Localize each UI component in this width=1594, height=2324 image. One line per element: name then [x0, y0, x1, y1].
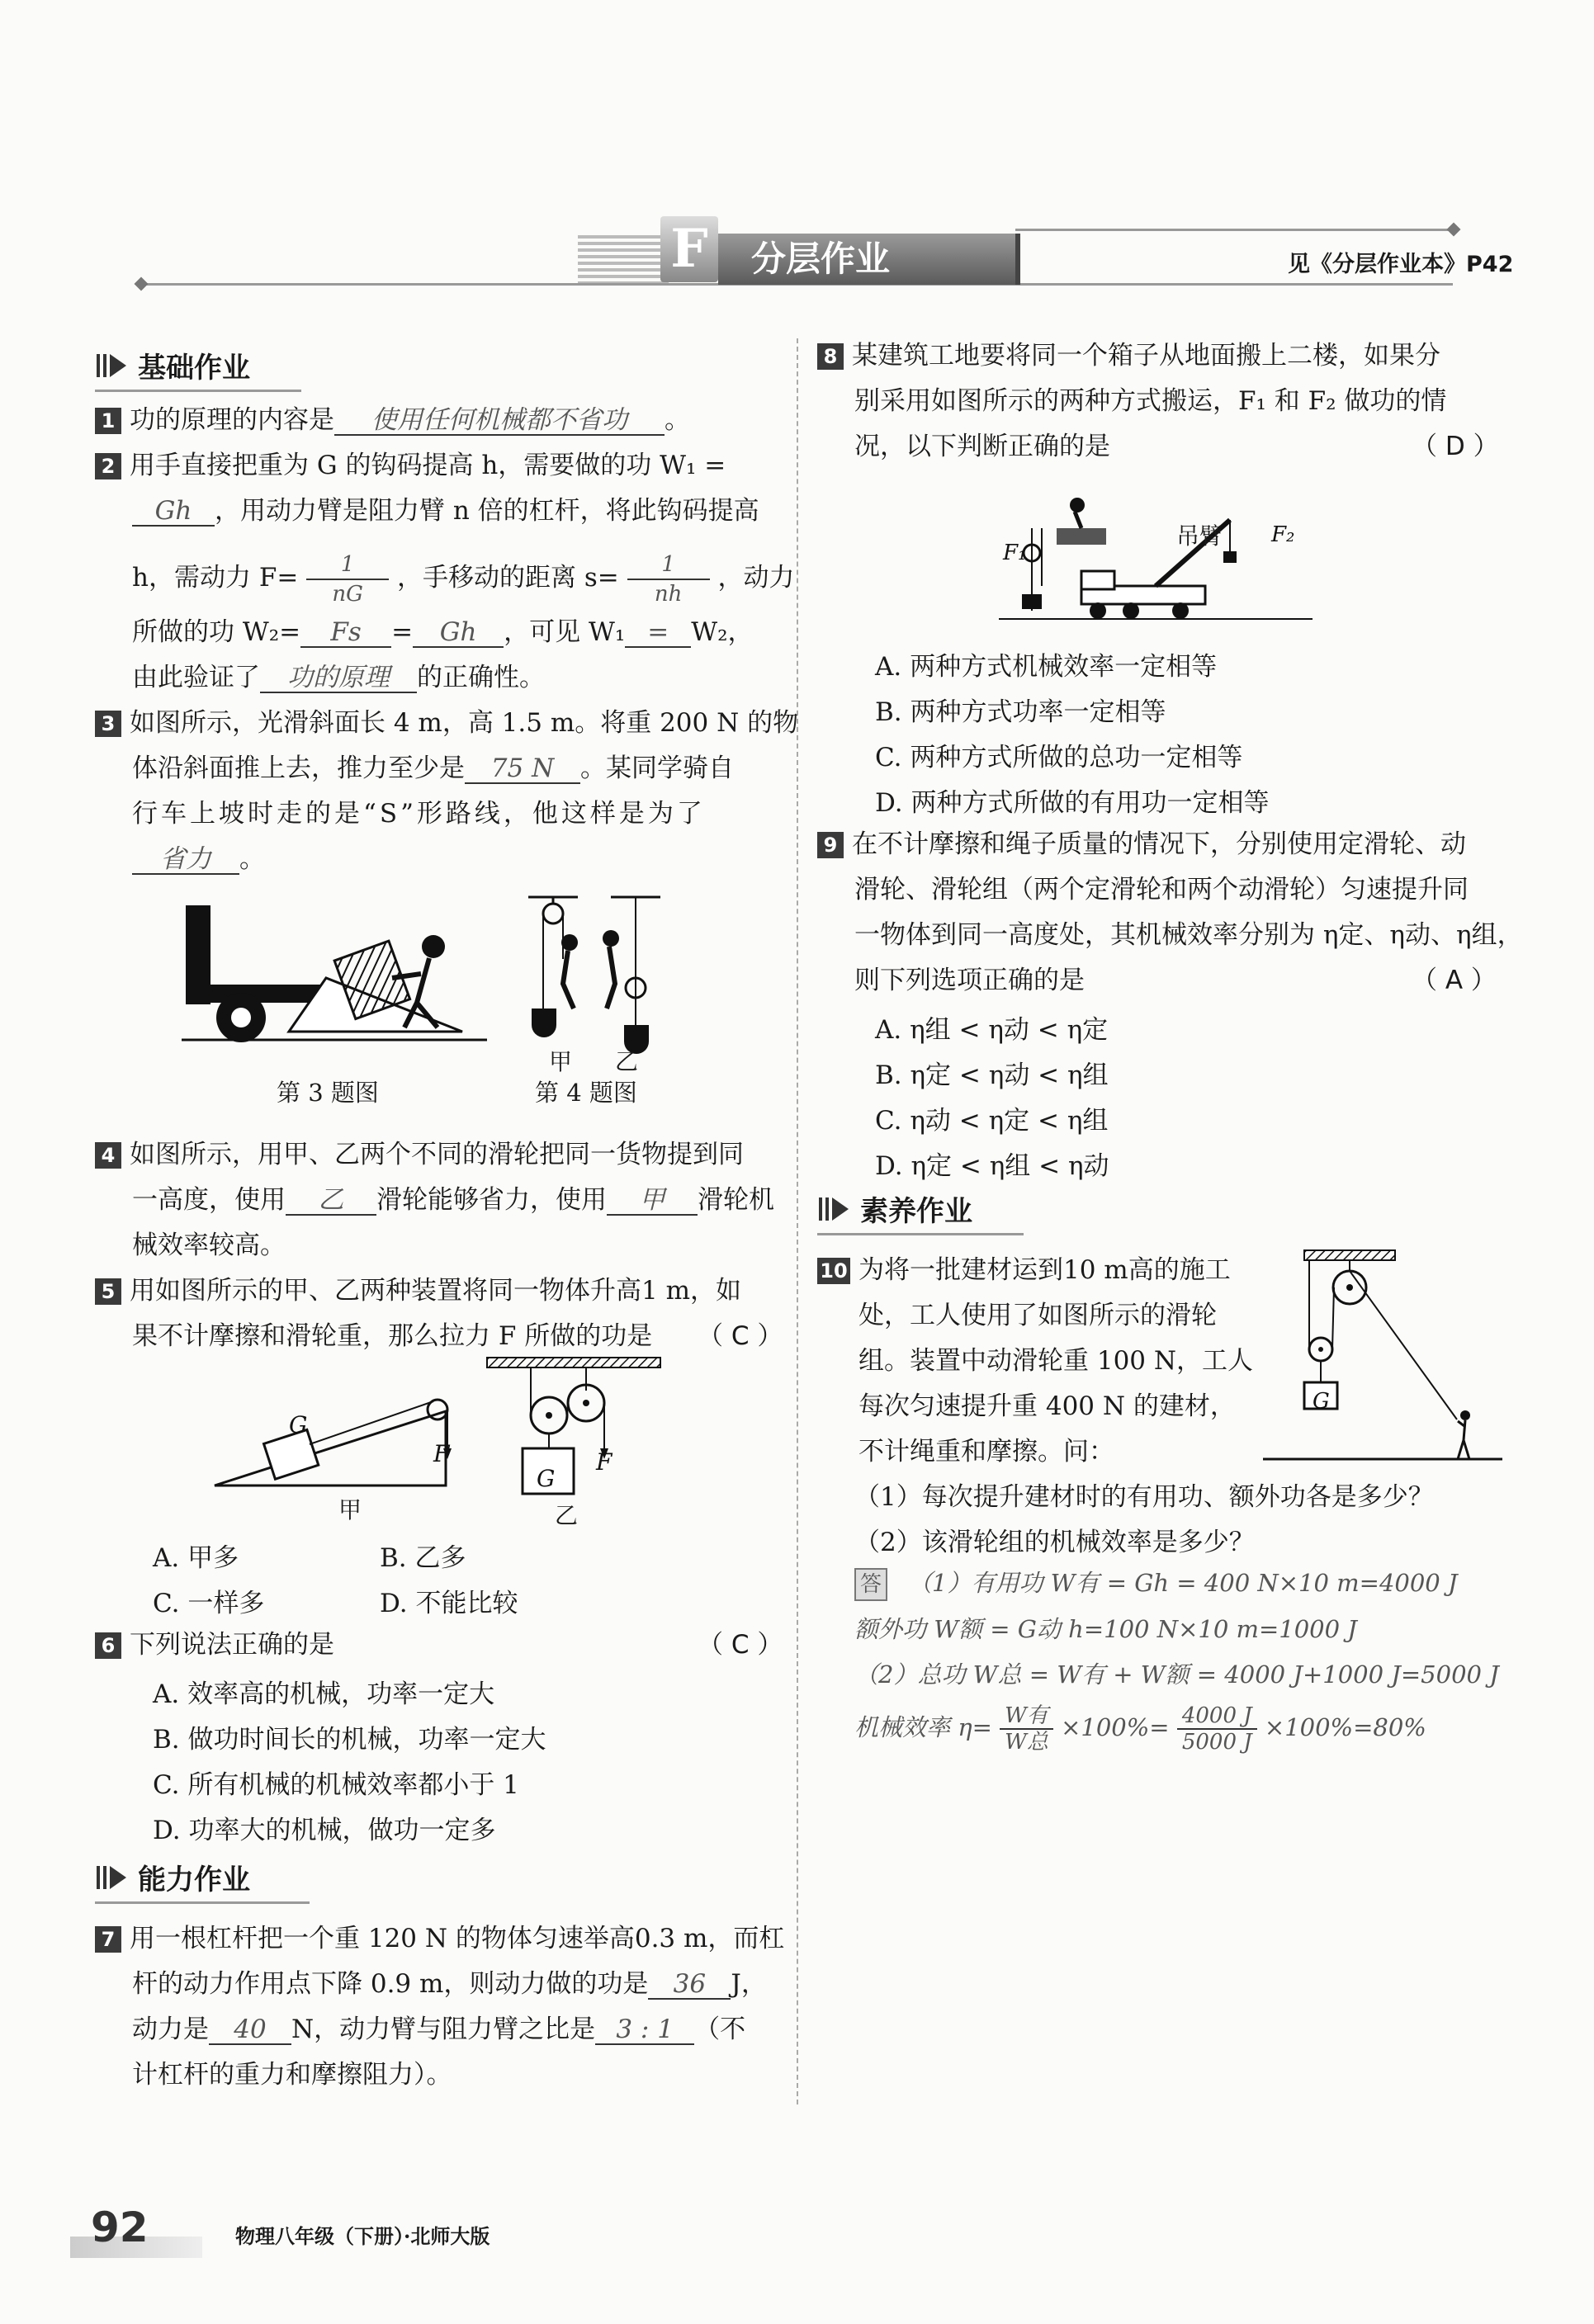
q7-answer-3: 3 : 1 [595, 2015, 694, 2045]
q8-line2: 别采用如图所示的两种方式搬运，F₁ 和 F₂ 做功的情 [854, 386, 1447, 416]
fig4-label-jia: 甲 [549, 1048, 573, 1075]
q3-answer-1: 75 N [465, 754, 580, 784]
q8-option-a[interactable]: A. 两种方式机械效率一定相等 [875, 652, 1218, 682]
q7-line4: 计杠杆的重力和摩擦阻力）。 [132, 2060, 452, 2090]
q4-answer-2: 甲 [607, 1186, 698, 1216]
q9-option-c[interactable]: C. η动 < η定 < η组 [875, 1106, 1109, 1136]
q10-answer-label: 答 [854, 1568, 887, 1601]
q8-line1: 8 某建筑工地要将同一个箱子从地面搬上二楼，如果分 [817, 338, 1440, 373]
q9-option-b[interactable]: B. η定 < η动 < η组 [875, 1060, 1109, 1090]
q6-number: 6 [95, 1632, 121, 1659]
q9-line2: 滑轮、滑轮组（两个定滑轮和两个动滑轮）匀速提升同 [854, 875, 1469, 905]
header-rule-top [1015, 229, 1453, 231]
q6-line1: 6 下列说法正确的是 [95, 1627, 334, 1662]
q7-line3: 动力是 40 N，动力臂与阻力臂之比是 3 : 1 （不 [132, 2015, 746, 2044]
q3-number: 3 [95, 711, 121, 737]
fig5-label-G2: G [537, 1465, 556, 1492]
q10-line2: 处，工人使用了如图所示的滑轮 [858, 1301, 1217, 1330]
arrow-icon [95, 1863, 128, 1892]
q9-line1: 9 在不计摩擦和绳子质量的情况下，分别使用定滑轮、动 [817, 827, 1466, 862]
q2-line3: h，需动力 F= $\frac{1}{nG}$ ，手移动的距离 s= $\frac{1}{nh}$ ，动力 [132, 551, 795, 607]
q2-answer-1: Gh [132, 497, 215, 527]
fig5-label-F2: F [596, 1448, 613, 1476]
header-rule-dot-right [1447, 223, 1461, 237]
q4-line2: 一高度，使用 乙 滑轮能够省力，使用 甲 滑轮机 [132, 1185, 774, 1215]
column-divider [797, 338, 798, 2104]
q4-line3: 械效率较高。 [132, 1230, 286, 1260]
footer-book-title: 物理八年级（下册）·北师大版 [235, 2224, 490, 2248]
section-literacy-title [817, 1188, 972, 1229]
q4-line1: 4 如图所示，用甲、乙两个不同的滑轮把同一货物提到同 [95, 1137, 744, 1172]
q6-answer: （ C ） [698, 1630, 783, 1660]
q3-line3: 行车上坡时走的是“S”形路线，他这样是为了 [132, 799, 706, 829]
fig5-label-yi: 乙 [555, 1502, 579, 1529]
q10-sub1: （1）每次提升建材时的有用功、额外功各是多少？ [854, 1482, 1434, 1512]
q8-option-b[interactable]: B. 两种方式功率一定相等 [875, 697, 1166, 727]
section-ability-label: 能力作业 [138, 1863, 250, 1897]
q1-answer: 使用任何机械都不省功 [334, 406, 665, 436]
q8-answer: （ D ） [1412, 432, 1499, 461]
q8-option-c[interactable]: C. 两种方式所做的总功一定相等 [875, 743, 1243, 772]
fig10-pulley-illustration [1263, 1246, 1502, 1469]
header-rule-dot-left [135, 277, 149, 291]
fig8-label-F2: F₂ [1271, 522, 1295, 547]
q2-number: 2 [95, 453, 121, 479]
q8-line3: 况，以下判断正确的是 [854, 432, 1110, 461]
arrow-icon [817, 1194, 850, 1224]
q10-line5: 不计绳重和摩擦。问： [858, 1437, 1114, 1467]
q2-line5: 由此验证了 功的原理 的正确性。 [132, 663, 545, 692]
q3-line1: 3 如图所示，光滑斜面长 4 m，高 1.5 m。将重 200 N 的物 [95, 706, 798, 740]
q5-answer: （ C ） [698, 1321, 783, 1351]
q2-answer-3: Gh [413, 618, 504, 648]
q7-line1: 7 用一根杠杆把一个重 120 N 的物体匀速举高0.3 m，而杠 [95, 1921, 784, 1956]
q2-answer-2: Fs [300, 618, 391, 648]
q2-line2: Gh ，用动力臂是阻力臂 n 倍的杠杆，将此钩码提高 [132, 494, 759, 528]
fig10-label-G: G [1313, 1389, 1330, 1414]
fig8-label-crane: 吊臂 [1176, 522, 1223, 550]
section-ability-title [95, 1857, 250, 1897]
q10-answer-line2: 额外功 W额 = G动 h=100 N×10 m=1000 J [854, 1615, 1357, 1643]
q1-number: 1 [95, 408, 121, 434]
q10-efficiency-fraction-2: $\frac{4000 J}{5000 J}$ [1177, 1703, 1257, 1755]
fig4-pulley-illustration [520, 893, 677, 1058]
q5-line2: 果不计摩擦和滑轮重，那么拉力 F 所做的功是 [132, 1321, 653, 1351]
q10-number: 10 [817, 1258, 850, 1284]
q7-line2: 杆的动力作用点下降 0.9 m，则动力做的功是 36 J， [132, 1969, 767, 1999]
fig4-label-yi: 乙 [615, 1048, 639, 1075]
q5-number: 5 [95, 1278, 121, 1305]
fig5-label-G1: G [289, 1411, 308, 1438]
q10-sub2: （2）该滑轮组的机械效率是多少？ [854, 1528, 1255, 1557]
q9-line3: 一物体到同一高度处，其机械效率分别为 η定、η动、η组， [854, 920, 1523, 950]
q4-number: 4 [95, 1142, 121, 1169]
q6-option-d[interactable]: D. 功率大的机械，做功一定多 [153, 1816, 496, 1845]
q2-line1: 2 用手直接把重为 G 的钩码提高 h，需要做的功 W₁ = [95, 448, 726, 483]
fig5-pulley-illustration [483, 1353, 665, 1510]
q9-option-a[interactable]: A. η组 < η动 < η定 [875, 1015, 1109, 1045]
section-basic-label: 基础作业 [138, 352, 250, 385]
q10-line1: 10 为将一批建材运到10 m高的施工 [817, 1253, 1231, 1287]
q10-answer-line3: （2）总功 W总 = W有 + W额 = 4000 J+1000 J=5000 J [854, 1660, 1499, 1689]
q7-number: 7 [95, 1926, 121, 1953]
arrow-icon [95, 351, 128, 380]
fig3-caption: 第 3 题图 [277, 1079, 379, 1107]
q5-option-c[interactable]: C. 一样多 [153, 1589, 265, 1618]
fig5-label-jia: 甲 [338, 1496, 362, 1523]
q9-option-d[interactable]: D. η定 < η组 < η动 [875, 1151, 1109, 1181]
q9-answer: （ A ） [1412, 966, 1497, 995]
page-number: 92 [91, 2204, 149, 2251]
q10-answer-line4: 机械效率 η= $\frac{\text{W有}}{\text{W总}}$ ×100%= $\frac{4000 J}{5000 J}$ ×100%=80% [854, 1703, 1426, 1755]
q7-answer-2: 40 [209, 2015, 291, 2045]
q2-fraction-2: $\frac{1}{nh}$ [627, 550, 710, 608]
header-ref: 见《分层作业本》P42 [1288, 252, 1514, 277]
fig5-label-F1: F [433, 1440, 450, 1467]
header-title: 分层作业 [751, 239, 891, 279]
header-badge-letter: F [670, 218, 708, 280]
fig8-label-F1: F₁ [1003, 541, 1027, 565]
q9-line4: 则下列选项正确的是 [854, 966, 1085, 995]
q8-number: 8 [817, 343, 844, 370]
q4-answer-1: 乙 [286, 1186, 376, 1216]
header-stripes [578, 235, 669, 283]
q3-answer-2: 省力 [132, 845, 239, 875]
q6-option-a[interactable]: A. 效率高的机械，功率一定大 [153, 1679, 495, 1709]
section-literacy-label: 素养作业 [860, 1195, 972, 1228]
q6-option-b[interactable]: B. 做功时间长的机械，功率一定大 [153, 1725, 546, 1755]
q10-line4: 每次匀速提升重 400 N 的建材， [858, 1391, 1236, 1421]
q6-option-c[interactable]: C. 所有机械的机械效率都小于 1 [153, 1770, 519, 1800]
fig5-incline-illustration [210, 1370, 458, 1494]
q5-line1: 5 用如图所示的甲、乙两种装置将同一物体升高1 m，如 [95, 1273, 741, 1308]
header-title-box [718, 234, 1020, 285]
q5-option-d[interactable]: D. 不能比较 [380, 1589, 518, 1618]
q3-line4: 省力 。 [132, 842, 265, 876]
q2-line4: 所做的功 W₂= Fs = Gh ，可见 W₁ = W₂， [132, 617, 754, 647]
q10-answer-line1: （1）有用功 W有 = Gh = 400 N×10 m=4000 J [908, 1569, 1458, 1597]
q10-efficiency-fraction-1: $\frac{\text{W有}}{\text{W总}}$ [1000, 1703, 1053, 1755]
q2-answer-4: = [625, 618, 691, 648]
q5-option-a[interactable]: A. 甲多 [153, 1543, 239, 1573]
q10-line3: 组。装置中动滑轮重 100 N，工人 [858, 1346, 1254, 1376]
q9-number: 9 [817, 832, 844, 858]
header-badge [660, 216, 718, 282]
section-basic-title [95, 345, 250, 385]
fig3-ramp-illustration [182, 895, 487, 1060]
q7-answer-1: 36 [648, 1970, 731, 2000]
q2-fraction-1: $\frac{1}{nG}$ [306, 550, 389, 608]
fig4-caption: 第 4 题图 [535, 1079, 637, 1107]
q8-option-d[interactable]: D. 两种方式所做的有用功一定相等 [875, 788, 1270, 818]
fig8-illustration [999, 495, 1313, 627]
q3-line2: 体沿斜面推上去，推力至少是 75 N 。某同学骑自 [132, 753, 734, 783]
q5-option-b[interactable]: B. 乙多 [380, 1543, 466, 1573]
q1-line: 1 功的原理的内容是 使用任何机械都不省功 。 [95, 403, 690, 437]
q2-answer-5: 功的原理 [260, 664, 417, 693]
